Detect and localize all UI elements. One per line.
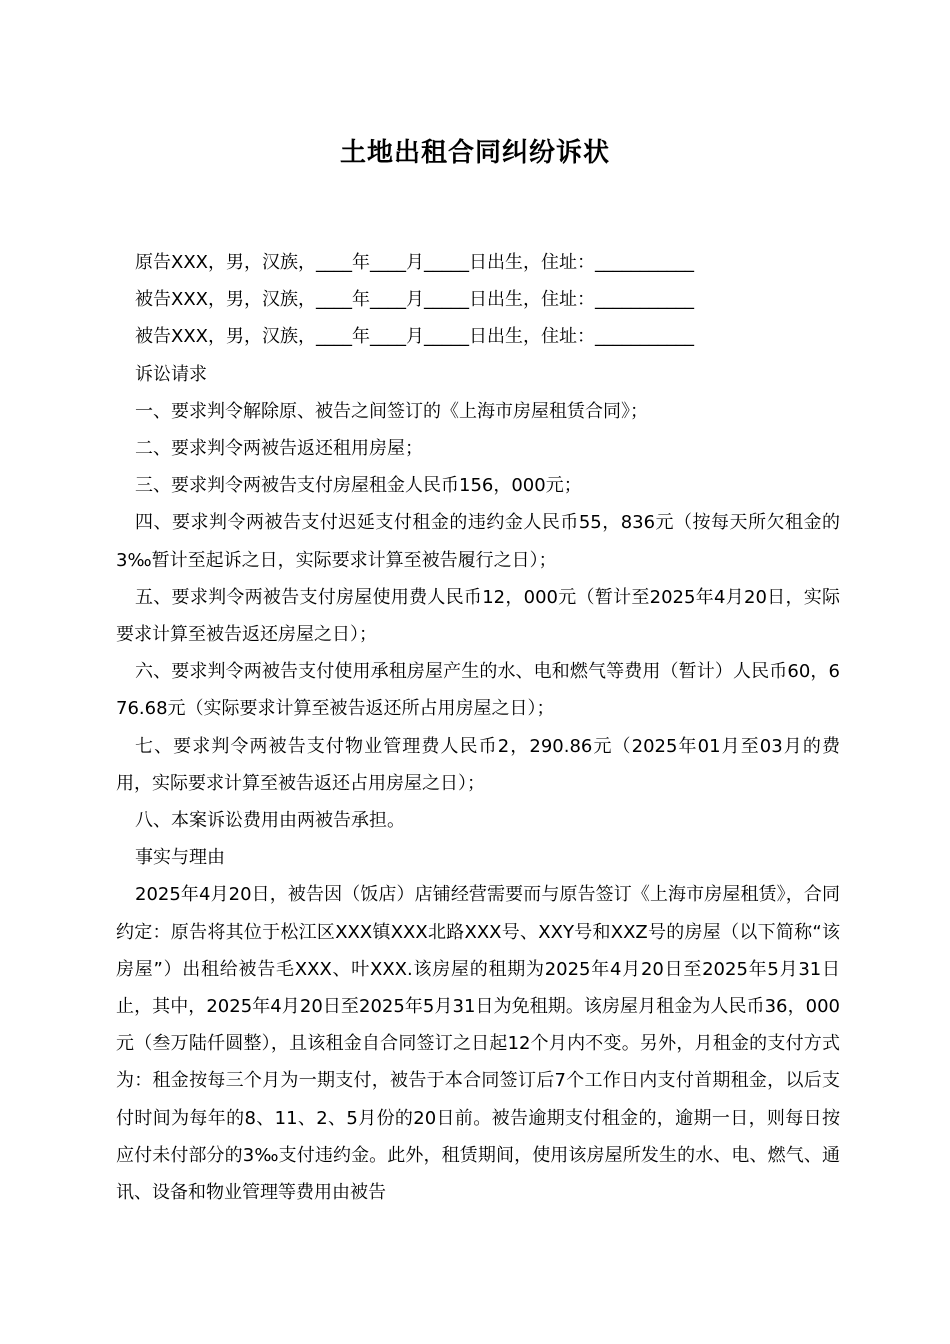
facts-paragraph: 2025年4月20日，被告因（饭店）店铺经营需要而与原告签订《上海市房屋租赁》，合同约定：原告将其位于松江区XXX镇XXX北路XXX号、XXY号和XXZ号的房屋（以下简称“该房屋”）出租给被告毛XXX、叶XXX.该房屋的租期为2025年4月20日至2025年5月31日止，其中，2025年4月20日至2025年5月31日为免租期。该房屋月租金为人民币36，000元（叁万陆仟圆整），且该租金自合同签订之日起12个月内不变。另外，月租金的支付方式为：租金按每三个月为一期支付，被告于本合同签订后7个工作日内支付首期租金，以后支付时间为每年的8、11、2、5月份的20日前。被告逾期支付租金的，逾期一日，则每日按应付未付部分的3‰支付违约金。此外，租赁期间，使用该房屋所发生的水、电、燃气、通讯、设备和物业管理等费用由被告 [116,884,840,1204]
party-defendant-2: 被告XXX，男，汉族，____年____月_____日出生，住址：___________ [135,326,694,348]
claim-item: 五、要求判令两被告支付房屋使用费人民币12，000元（暂计至2025年4月20日，实际要求计算至被告返还房屋之日）； [116,586,840,646]
claim-item: 四、要求判令两被告支付迟延支付租金的违约金人民币55，836元（按每天所欠租金的3‰暂计至起诉之日，实际要求计算至被告履行之日）； [116,512,840,571]
claim-item: 三、要求判令两被告支付房屋租金人民币156，000元； [135,475,582,497]
party-plaintiff: 原告XXX，男，汉族，____年____月_____日出生，住址：___________ [135,252,694,273]
claim-item: 六、要求判令两被告支付使用承租房屋产生的水、电和燃气等费用（暂计）人民币60，676.68元（实际要求计算至被告返还所占用房屋之日）； [116,661,840,720]
claim-item: 一、要求判令解除原、被告之间签订的《上海市房屋租赁合同》； [135,400,648,422]
party-defendant-1: 被告XXX，男，汉族，____年____月_____日出生，住址：___________ [135,289,694,311]
claim-item: 八、本案诉讼费用由两被告承担。 [135,810,405,832]
claim-item: 二、要求判令两被告返还租用房屋； [135,438,423,460]
claim-item: 七、要求判令两被告支付物业管理费人民币2，290.86元（2025年01月至03月的费用，实际要求计算至被告返还占用房屋之日）； [116,735,840,794]
document-body [116,244,840,1211]
claims-heading: 诉讼请求 [135,363,207,385]
document-title: 土地出租合同纠纷诉状 [339,138,610,168]
facts-heading: 事实与理由 [135,847,225,869]
